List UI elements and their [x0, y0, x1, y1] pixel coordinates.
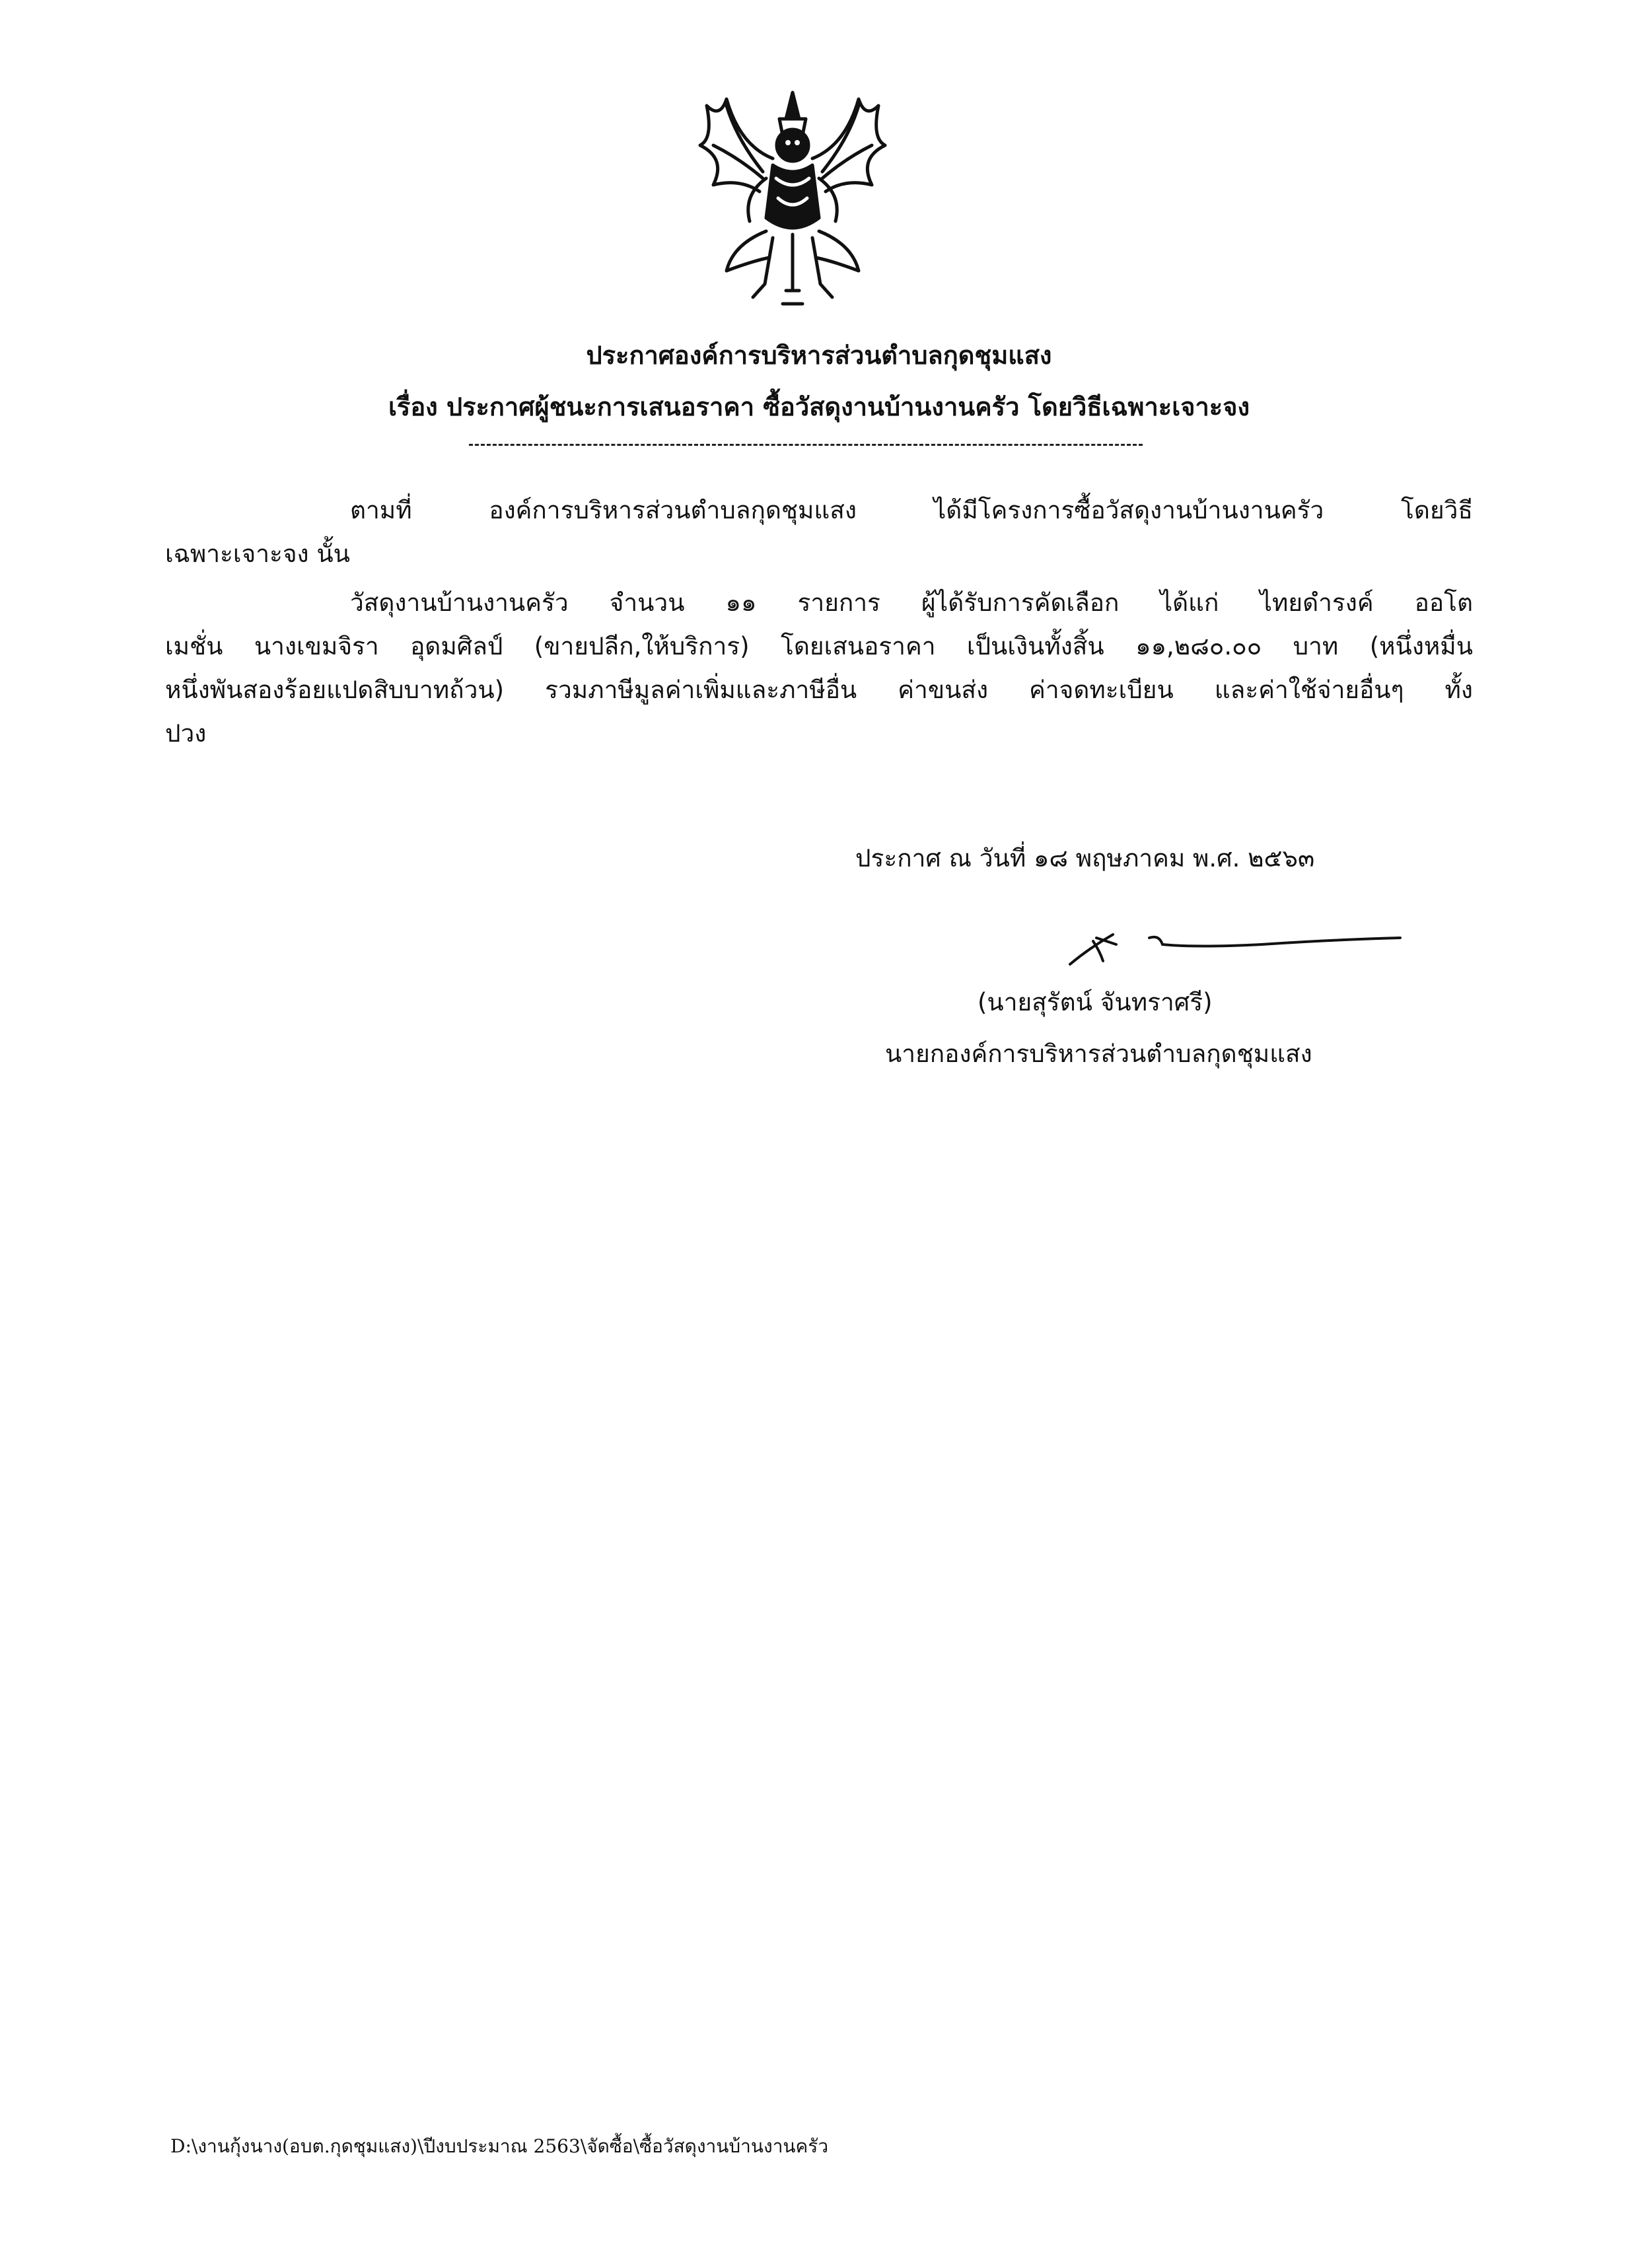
paragraph-2: [165, 581, 1473, 756]
paragraph-1: [165, 489, 1473, 576]
paragraph-line: วัสดุงานบ้านงานครัว จำนวน ๑๑ รายการ ผู้ได้รับการคัดเลือก ได้แก่ ไทยดำรงค์ ออโต: [350, 588, 1473, 617]
announcement-date: ประกาศ ณ วันที่ ๑๘ พฤษภาคม พ.ศ. ๒๕๖๓: [855, 844, 1315, 872]
paragraph-line: เมชั่น นางเขมจิรา อุดมศิลป์ (ขายปลีก,ให้บริการ) โดยเสนอราคา เป็นเงินทั้งสิ้น ๑๑,๒๘๐.๐๐ บาท (หนึ่งหมื่น: [165, 632, 1473, 660]
paragraph-line: ตามที่ องค์การบริหารส่วนตำบลกุดชุมแสง ได้มีโครงการซื้อวัสดุงานบ้านงานครัว โดยวิธี: [350, 496, 1473, 524]
signer-name: (นายสุรัตน์ จันทราศรี): [978, 988, 1213, 1016]
signer-position: นายกองค์การบริหารส่วนตำบลกุดชุมแสง: [885, 1040, 1312, 1068]
divider: [469, 444, 1143, 446]
paragraph-line: ปวง: [165, 719, 207, 748]
footer-file-path: D:\งานกุ้งนาง(อบต.กุดชุมแสง)\ปีงบประมาณ 2563\จัดซื้อ\ซื้อวัสดุงานบ้านงานครัว: [170, 2135, 829, 2157]
garuda-emblem-icon: [687, 79, 898, 317]
signature-icon: [1063, 918, 1407, 977]
paragraph-line: เฉพาะเจาะจง นั้น: [165, 540, 350, 568]
page-title: ประกาศองค์การบริหารส่วนตำบลกุดชุมแสง: [586, 341, 1052, 370]
paragraph-line: หนึ่งพันสองร้อยแปดสิบบาทถ้วน) รวมภาษีมูลค่าเพิ่มและภาษีอื่น ค่าขนส่ง ค่าจดทะเบียน และค่าใช้จ่ายอื่นๆ ทั้ง: [165, 676, 1473, 704]
subject-line: เรื่อง ประกาศผู้ชนะการเสนอราคา ซื้อวัสดุงานบ้านงานครัว โดยวิธีเฉพาะเจาะจง: [388, 392, 1250, 421]
